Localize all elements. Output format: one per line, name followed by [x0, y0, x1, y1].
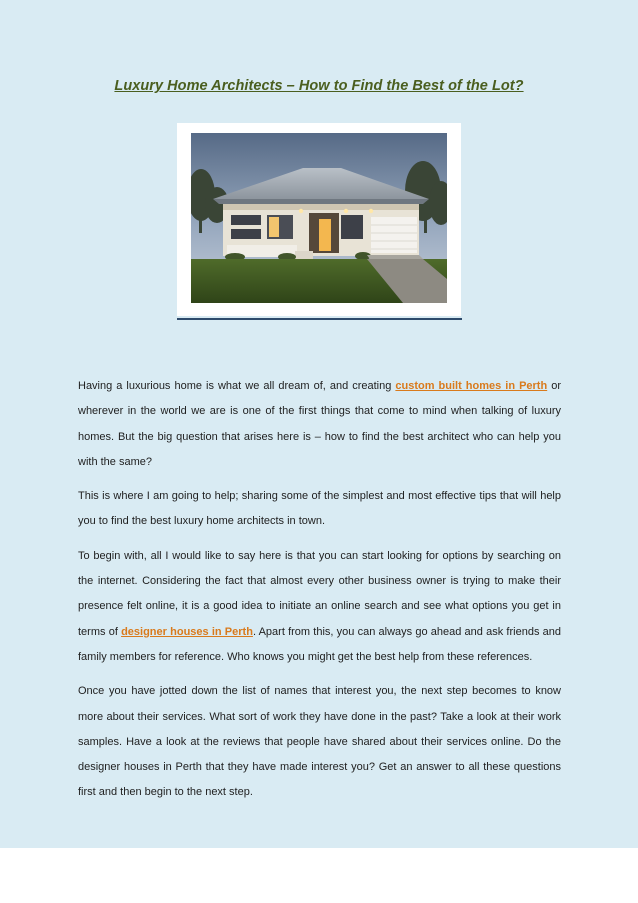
photo-frame	[177, 123, 461, 316]
article-body	[78, 374, 561, 815]
house-photo	[191, 133, 447, 303]
paragraph-1-text-end: or wherever in the world we are is one of the first things that come to mind when talking of luxury homes. But the big question that arises here is – how to find the best architect who can help you with the same?	[78, 380, 561, 468]
paragraph-3	[78, 544, 561, 670]
paragraph-3-text-start: To begin with, all I would like to say here is that you can start looking for options by searching on the internet. Considering the fact that almost every other business owner is trying to make their presence felt online, it is a good idea to initiate an online search and see what options you get in terms of	[78, 549, 561, 638]
paragraph-1-text-start: Having a luxurious home is what we all dream of, and creating	[78, 380, 396, 392]
designer-houses-link[interactable]: designer houses in Perth	[121, 625, 253, 638]
paragraph-4: Once you have jotted down the list of names that interest you, the next step becomes to know more about their services. What sort of work they have done in the past? Take a look at their work samples. Have a look at the reviews that people have shared about their services online. Do the designer houses in Perth that they have made interest you? Get an answer to all these questions first and then begin to the next step.	[78, 685, 561, 799]
paragraph-2: This is where I am going to help; sharing some of the simplest and most effective tips that will help you to find the best luxury home architects in town.	[78, 490, 561, 528]
paragraph-1	[78, 374, 561, 475]
page-title: Luxury Home Architects – How to Find the Best of the Lot?	[114, 78, 524, 94]
paragraph-3-text-end: . Apart from this, you can always go ahead and ask friends and family members for reference. Who knows you might get the best help from these references.	[78, 625, 561, 663]
image-underline	[177, 318, 462, 320]
custom-built-homes-link[interactable]: custom built homes in Perth	[395, 380, 548, 392]
